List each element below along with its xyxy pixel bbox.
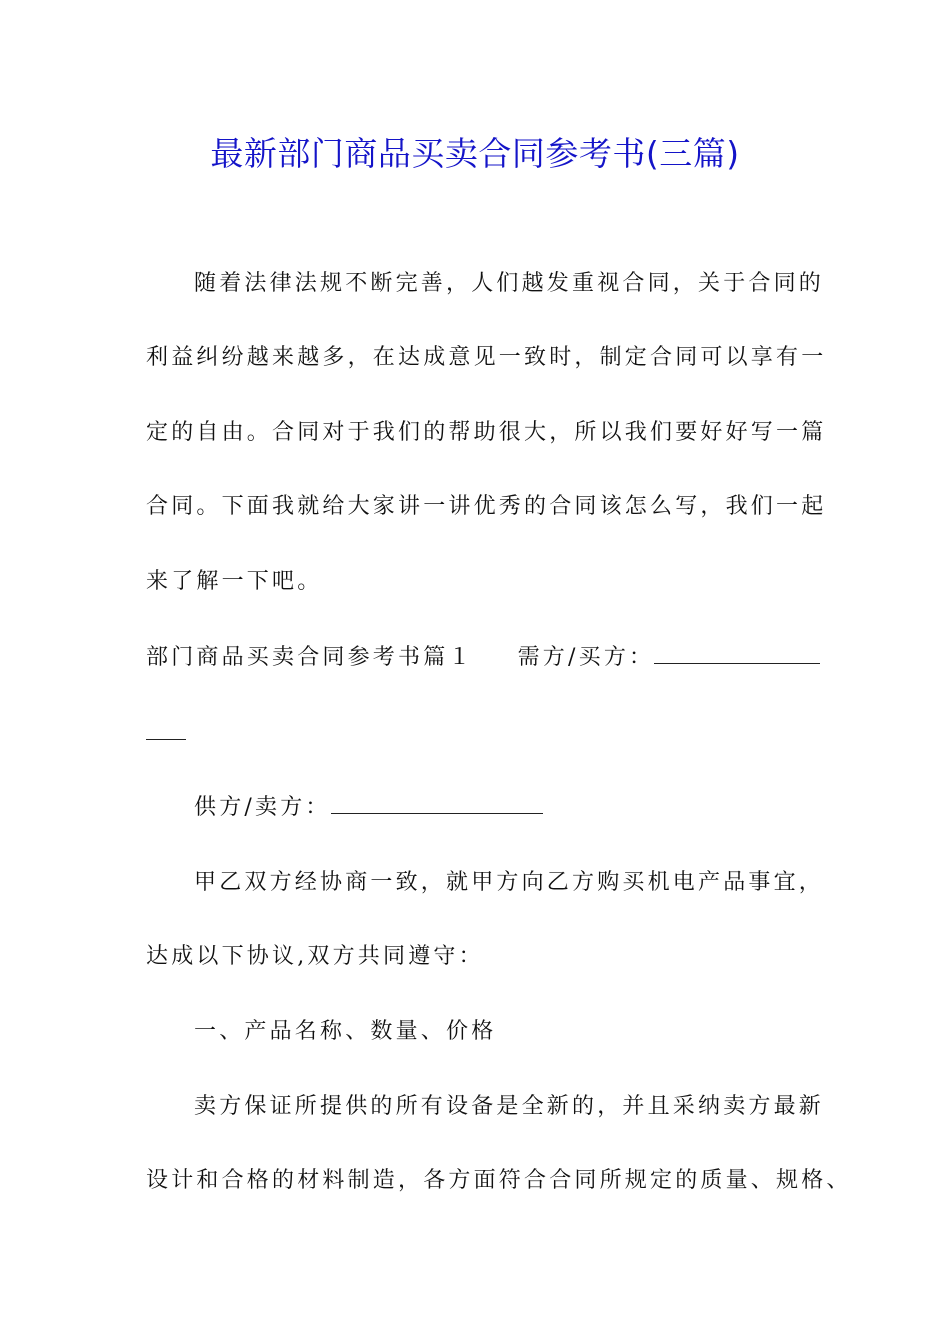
intro-line-5: 来了解一下吧。 [146, 569, 323, 594]
agreement-line-1: 甲乙双方经协商一致，就甲方向乙方购买机电产品事宜， [194, 870, 825, 895]
clause1-line-1: 卖方保证所提供的所有设备是全新的，并且采纳卖方最新 [194, 1094, 825, 1119]
intro-line-2: 利益纠纷越来越多，在达成意见一致时，制定合同可以享有一 [146, 345, 827, 370]
clause1-title: 一、产品名称、数量、价格 [194, 1019, 497, 1044]
seller-line [194, 792, 543, 824]
document-title: 最新部门商品买卖合同参考书(三篇) [210, 134, 740, 173]
seller-blank [331, 793, 543, 814]
intro-line-3: 定的自由。合同对于我们的帮助很大，所以我们要好好写一篇 [146, 420, 827, 445]
section1-heading: 部门商品买卖合同参考书篇１ [146, 645, 474, 670]
intro-line-1: 随着法律法规不断完善，人们越发重视合同，关于合同的 [194, 271, 825, 296]
section1-heading-line [146, 642, 820, 674]
buyer-blank-continued-line [146, 718, 186, 750]
clause1-line-2: 设计和合格的材料制造，各方面符合合同所规定的质量、规格、 [146, 1168, 852, 1193]
buyer-label: 需方/买方： [517, 645, 655, 670]
seller-label: 供方/卖方： [194, 795, 331, 820]
buyer-blank-continued [146, 719, 186, 740]
intro-line-4: 合同。下面我就给大家讲一讲优秀的合同该怎么写，我们一起 [146, 494, 827, 519]
buyer-blank [654, 643, 820, 664]
agreement-line-2: 达成以下协议,双方共同遵守： [146, 944, 484, 969]
